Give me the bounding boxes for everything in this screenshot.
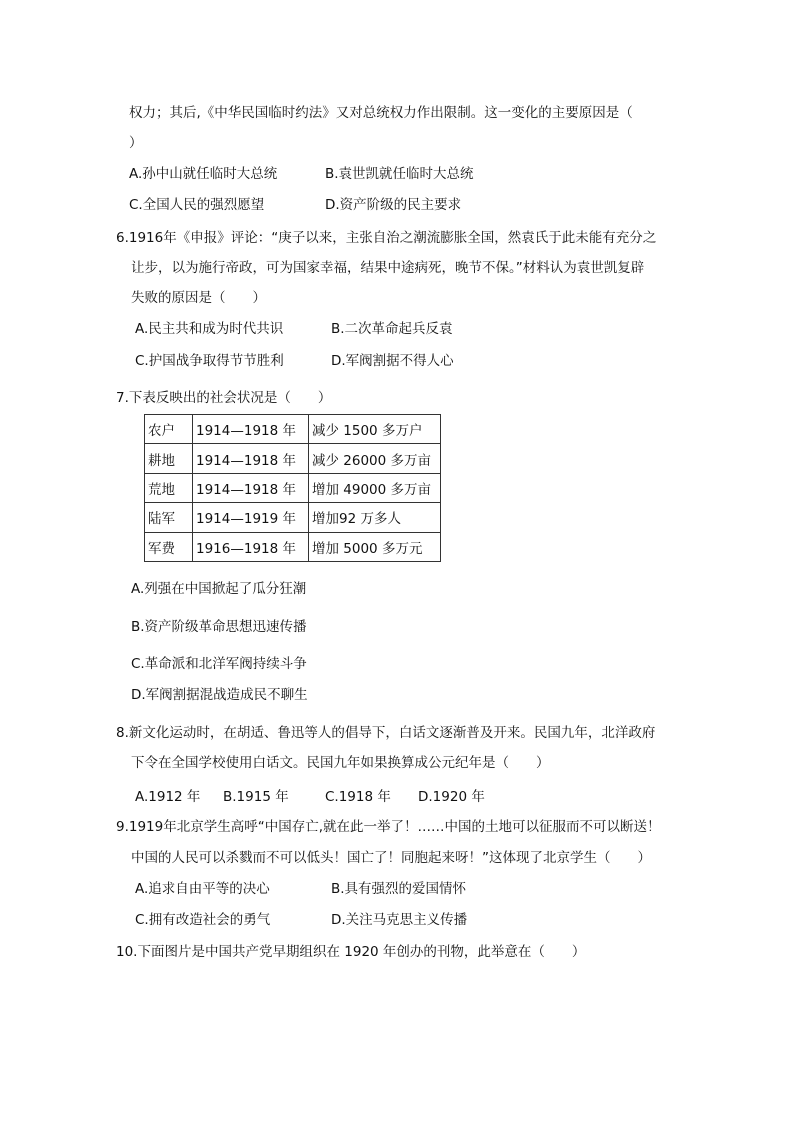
q8-option-a: A.1912 年: [135, 789, 201, 805]
q8-option-b: B.1915 年: [223, 789, 289, 805]
q9-stem-line2: 中国的人民可以杀戮而不可以低头！国亡了！同胞起来呀！”这体现了北京学生（ ）: [131, 850, 651, 866]
q7-stem: 7.下表反映出的社会状况是（ ）: [116, 390, 332, 406]
q5-stem-line2: ）: [129, 135, 143, 151]
q8-option-d: D.1920 年: [418, 789, 485, 805]
table-row: [145, 415, 441, 444]
table-cell: 增加92 万多人: [309, 503, 441, 532]
q7-option-a: A.列强在中国掀起了瓜分狂潮: [131, 581, 307, 597]
q6-option-d: D.军阀割据不得人心: [331, 353, 454, 369]
table-cell: 军费: [145, 532, 193, 561]
q5-option-d: D.资产阶级的民主要求: [325, 197, 462, 213]
table-cell: 1914—1918 年: [193, 415, 309, 444]
table-cell: 1914—1918 年: [193, 473, 309, 502]
q5-option-c: C.全国人民的强烈愿望: [129, 197, 265, 213]
q7-option-b: B.资产阶级革命思想迅速传播: [131, 619, 307, 635]
table-cell: 1914—1918 年: [193, 444, 309, 473]
table-row: [145, 503, 441, 532]
table-cell: 耕地: [145, 444, 193, 473]
q10-stem: 10.下面图片是中国共产党早期组织在 1920 年创办的刊物，此举意在（ ）: [116, 944, 586, 960]
q9-stem-line1: 9.1919年北京学生高呼“中国存亡,就在此一举了！……中国的土地可以征服而不可以断送！: [116, 819, 661, 835]
q6-option-a: A.民主共和成为时代共识: [135, 321, 284, 337]
table-row: [145, 532, 441, 561]
table-cell: 增加 49000 多万亩: [309, 473, 441, 502]
table-cell: 增加 5000 多万元: [309, 532, 441, 561]
table-cell: 荒地: [145, 473, 193, 502]
q8-option-c: C.1918 年: [325, 789, 391, 805]
table-cell: 1916—1918 年: [193, 532, 309, 561]
q7-data-table: [144, 414, 441, 562]
q9-option-a: A.追求自由平等的决心: [135, 881, 270, 897]
q9-option-c: C.拥有改造社会的勇气: [135, 912, 271, 928]
q9-option-d: D.关注马克思主义传播: [331, 912, 468, 928]
table-cell: 农户: [145, 415, 193, 444]
q5-option-a: A.孙中山就任临时大总统: [129, 166, 278, 182]
q6-stem-line2: 让步，以为施行帝政，可为国家幸福，结果中途病死，晚节不保。”材料认为袁世凯复辟: [131, 260, 645, 276]
q6-stem-line1: 6.1916年《申报》评论：“庚子以来，主张自治之潮流膨胀全国，然袁氏于此未能有充分之: [116, 230, 657, 246]
table-cell: 减少 26000 多万亩: [309, 444, 441, 473]
q8-stem-line2: 下令在全国学校使用白话文。民国九年如果换算成公元纪年是（ ）: [131, 755, 550, 771]
table-cell: 1914—1919 年: [193, 503, 309, 532]
q7-option-d: D.军阀割据混战造成民不聊生: [131, 687, 308, 703]
table-row: [145, 444, 441, 473]
q6-option-c: C.护国战争取得节节胜利: [135, 353, 284, 369]
table-cell: 减少 1500 多万户: [309, 415, 441, 444]
table-cell: 陆军: [145, 503, 193, 532]
q9-option-b: B.具有强烈的爱国情怀: [331, 881, 467, 897]
table-row: [145, 473, 441, 502]
q6-option-b: B.二次革命起兵反袁: [331, 321, 453, 337]
q8-stem-line1: 8.新文化运动时，在胡适、鲁迅等人的倡导下，白话文逐渐普及开来。民国九年，北洋政府: [116, 725, 656, 741]
q5-option-b: B.袁世凯就任临时大总统: [325, 166, 474, 182]
q5-stem-line1: 权力；其后,《中华民国临时约法》又对总统权力作出限制。这一变化的主要原因是（: [129, 105, 633, 121]
q7-option-c: C.革命派和北洋军阀持续斗争: [131, 656, 307, 672]
q6-stem-line3: 失败的原因是（ ）: [131, 290, 266, 306]
